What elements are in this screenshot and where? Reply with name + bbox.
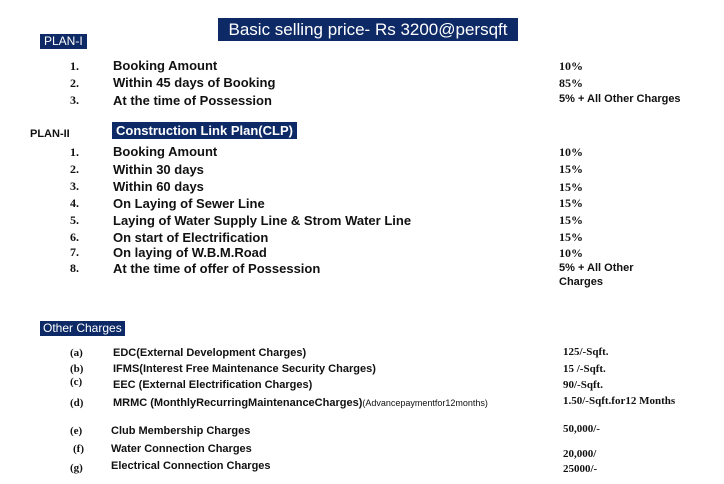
plan-1-item-value: 10% [559, 59, 583, 73]
charge-letter: (g) [70, 462, 83, 474]
plan-1-item-number: 2. [70, 76, 79, 90]
charge-label: EDC(External Development Charges) [113, 347, 307, 359]
charge-label: Electrical Connection Charges [111, 460, 271, 472]
charge-label-text: MRMC (MonthlyRecurringMaintenanceCharges) [113, 397, 363, 409]
plan-2-item-number: 3. [70, 179, 79, 193]
plan-2-item-value: 15% [559, 162, 583, 176]
charge-letter: (b) [70, 363, 84, 375]
plan-2-item-number: 6. [70, 230, 79, 244]
charge-label: EEC (External Electrification Charges) [113, 379, 313, 391]
plan-2-item-number: 1. [70, 145, 79, 159]
charge-value: 20,000/ [563, 448, 597, 460]
charge-value: 1.50/-Sqft.for12 Months [563, 395, 676, 407]
charge-label: Club Membership Charges [111, 425, 251, 437]
plan-2-item-number: 2. [70, 162, 79, 176]
plan-1-label: PLAN-I [40, 34, 87, 49]
plan-2-label: PLAN-II [30, 128, 70, 140]
plan-2-item-value: 15% [559, 230, 583, 244]
plan-2-item-value: 10% [559, 145, 583, 159]
charge-label: IFMS(Interest Free Maintenance Security Charges) [113, 363, 376, 375]
charge-value: 125/-Sqft. [563, 346, 609, 358]
plan-2-item-value: 15% [559, 180, 583, 194]
plan-2-item-value: 15% [559, 213, 583, 227]
other-charges-label: Other Charges [40, 321, 125, 336]
plan-2-item-text: Booking Amount [113, 144, 218, 159]
plan-2-item-text: Laying of Water Supply Line & Strom Water Line [113, 213, 412, 228]
plan-2-item-text: At the time of offer of Possession [113, 261, 321, 276]
plan-2-item-value: 5% + All Other [559, 262, 634, 274]
plan-2-item-number: 4. [70, 196, 79, 210]
plan-2-item-number: 7. [70, 245, 79, 259]
plan-1-item-value: 5% + All Other Charges [559, 93, 681, 105]
plan-1-item-value: 85% [559, 76, 583, 90]
plan-1-item-text: At the time of Possession [113, 93, 272, 108]
plan-1-item-text: Within 45 days of Booking [113, 75, 276, 90]
charge-letter: (f) [73, 443, 84, 455]
plan-2-item-text: Within 30 days [113, 162, 204, 177]
plan-2-item-text: On laying of W.B.M.Road [113, 245, 267, 260]
plan-2-item-number: 8. [70, 261, 79, 275]
plan-2-item-text: Within 60 days [113, 179, 204, 194]
page-title: Basic selling price- Rs 3200@persqft [218, 18, 518, 41]
plan-2-item-value: 15% [559, 196, 583, 210]
charge-value: 50,000/- [563, 423, 600, 435]
plan-2-item-number: 5. [70, 213, 79, 227]
charge-label [113, 397, 488, 409]
charge-letter: (c) [70, 376, 83, 388]
charge-value: 25000/- [563, 463, 598, 475]
charge-value: 90/-Sqft. [563, 379, 604, 391]
plan-1-item-number: 3. [70, 93, 79, 107]
charge-label: Water Connection Charges [111, 443, 252, 455]
plan-2-item-value-continued: Charges [559, 276, 604, 288]
charge-label-note: (Advancepaymentfor12months) [362, 398, 488, 408]
charge-letter: (d) [70, 397, 84, 409]
charge-letter: (a) [70, 347, 83, 359]
plan-2-item-text: On Laying of Sewer Line [113, 196, 265, 211]
plan-2-item-text: On start of Electrification [113, 230, 269, 245]
plan-1-item-number: 1. [70, 59, 79, 73]
plan-2-item-value: 10% [559, 246, 583, 260]
plan-1-item-text: Booking Amount [113, 58, 218, 73]
charge-value: 15 /-Sqft. [563, 363, 606, 375]
charge-letter: (e) [70, 425, 83, 437]
plan-2-header: Construction Link Plan(CLP) [112, 122, 297, 139]
